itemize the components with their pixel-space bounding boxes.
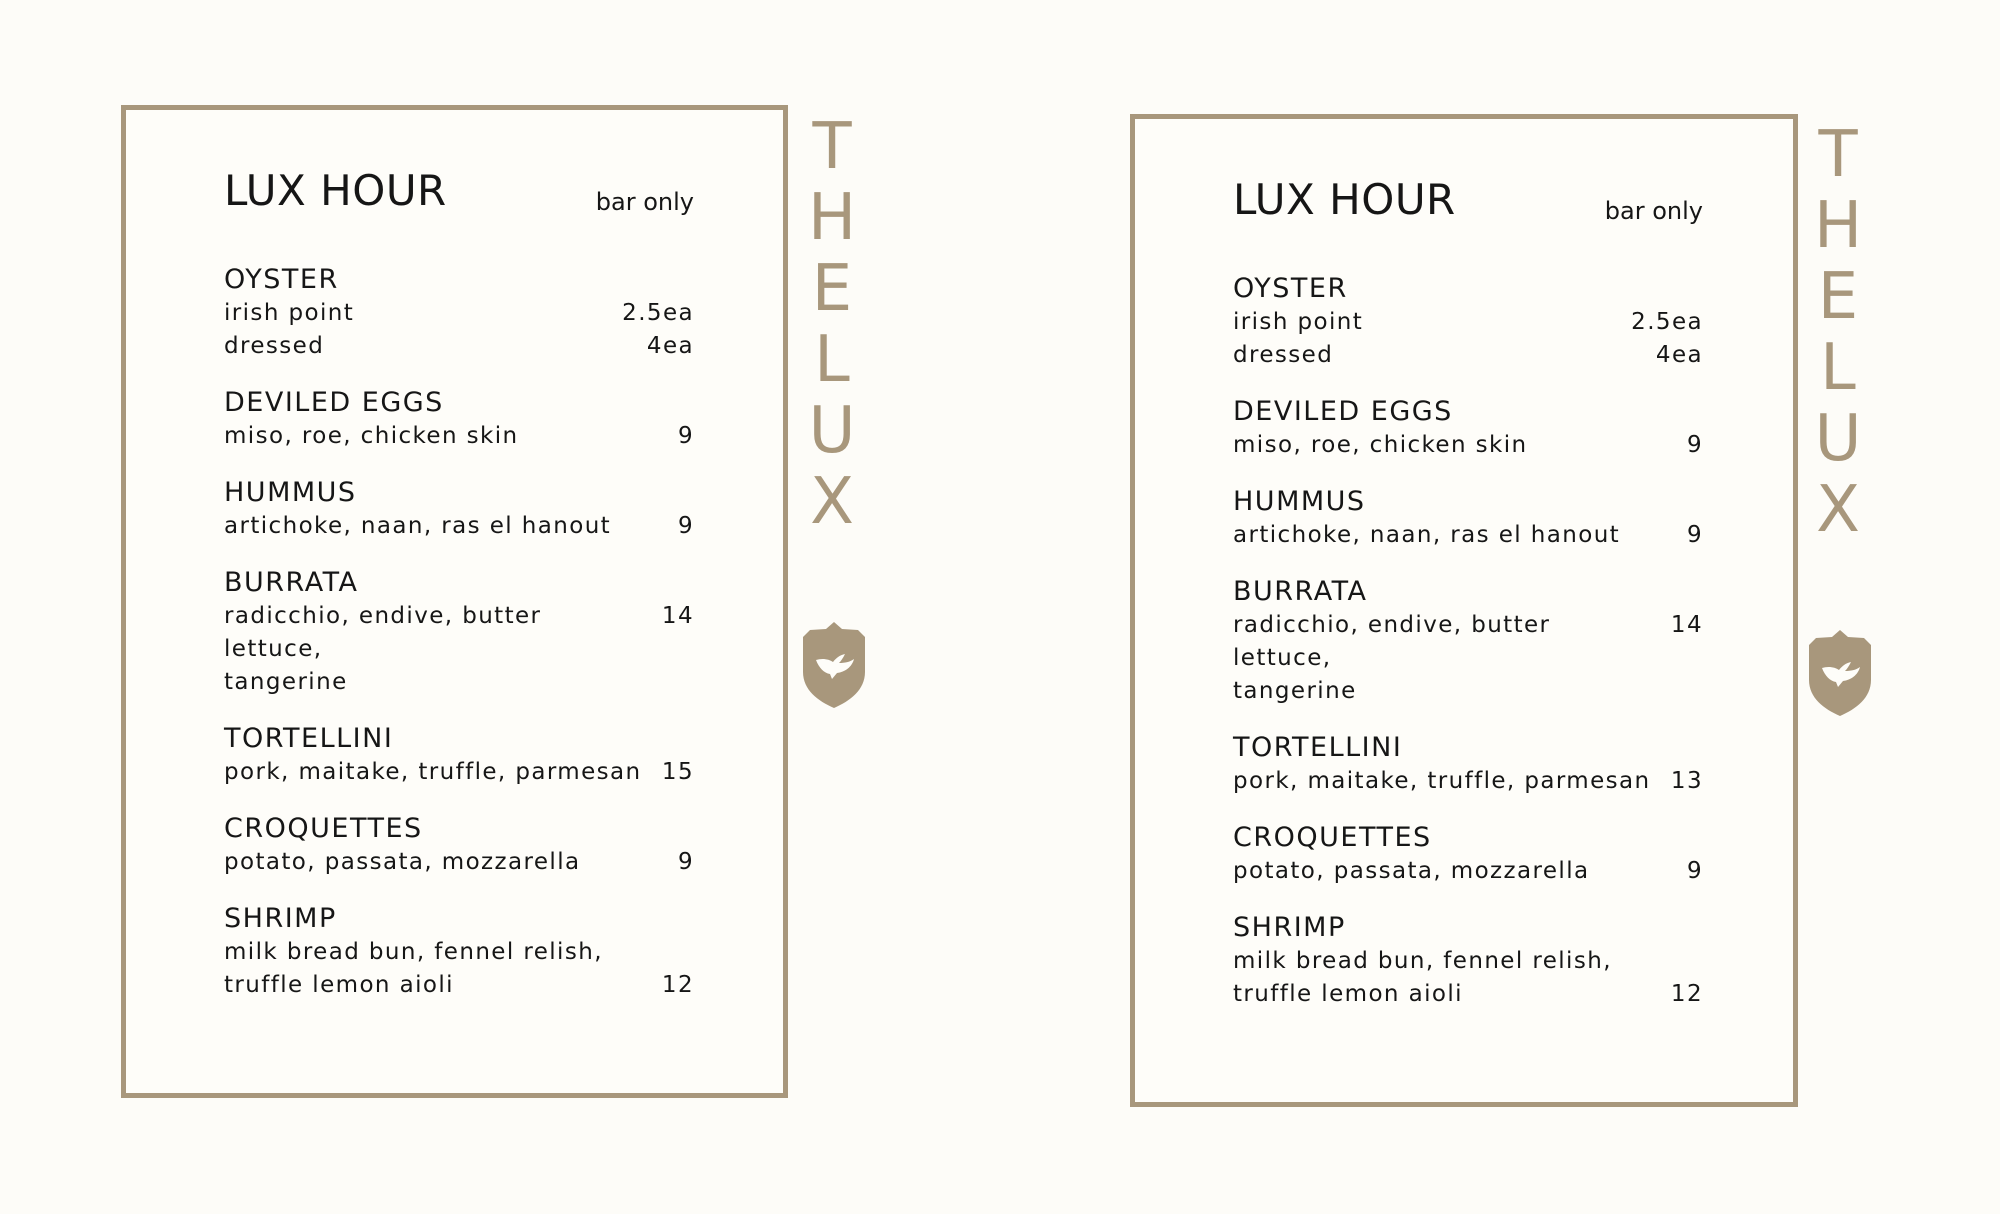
item-price: 2.5ea: [622, 300, 694, 326]
item-description: pork, maitake, truffle, parmesan: [224, 759, 642, 785]
item-price: 9: [677, 423, 694, 449]
item-name: HUMMUS: [1233, 486, 1366, 517]
item-name: TORTELLINI: [224, 723, 394, 754]
item-description: [224, 936, 603, 1002]
item-price: 12: [661, 972, 694, 998]
item-name: BURRATA: [1233, 576, 1368, 607]
item-description: potato, passata, mozzarella: [224, 849, 581, 875]
item-row: [224, 330, 694, 363]
description-line: truffle lemon aioli: [224, 972, 454, 998]
brand-letter: L: [814, 323, 850, 397]
brand-letter: L: [1820, 331, 1856, 405]
item-name: HUMMUS: [224, 477, 357, 508]
item-price: 14: [661, 603, 694, 629]
item-description: [1233, 609, 1628, 708]
brand-wordmark: [802, 112, 862, 708]
brand-letter: X: [810, 465, 854, 539]
item-row: [1233, 945, 1703, 1011]
item-description: artichoke, naan, ras el hanout: [224, 513, 612, 539]
brand-letter: U: [808, 394, 856, 468]
item-price: 4ea: [646, 333, 694, 359]
description-line: tangerine: [224, 669, 348, 695]
menu-card: [121, 105, 788, 1098]
item-row: [1233, 609, 1703, 708]
item-name: DEVILED EGGS: [1233, 396, 1453, 427]
description-line: milk bread bun, fennel relish,: [224, 939, 603, 965]
menu-item-oyster: [224, 264, 694, 363]
menu-title: LUX HOUR: [1233, 175, 1456, 224]
menu-item-burrata: [224, 567, 694, 699]
item-row: [224, 600, 694, 699]
item-description: dressed: [1233, 342, 1334, 368]
item-row: [1233, 519, 1703, 552]
item-price: 9: [1686, 858, 1703, 884]
menu-note: bar only: [595, 188, 694, 216]
menu-content: [1233, 175, 1703, 1035]
bird-shield-icon: [1808, 630, 1872, 716]
item-name: CROQUETTES: [224, 813, 423, 844]
menu-item-croquettes: [1233, 822, 1703, 888]
description-line: radicchio, endive, butter lettuce,: [224, 603, 542, 662]
item-price: 4ea: [1655, 342, 1703, 368]
item-description: [1233, 945, 1612, 1011]
item-price: 12: [1670, 981, 1703, 1007]
menu-card: [1130, 114, 1798, 1107]
item-description: irish point: [224, 300, 355, 326]
item-name: SHRIMP: [1233, 912, 1346, 943]
item-row: [1233, 306, 1703, 339]
menu-item-oyster: [1233, 273, 1703, 372]
item-description: miso, roe, chicken skin: [224, 423, 519, 449]
brand-letter: E: [811, 252, 853, 326]
item-row: [224, 756, 694, 789]
item-row: [224, 510, 694, 543]
item-price: 13: [1670, 768, 1703, 794]
item-price: 9: [1686, 432, 1703, 458]
menu-item-croquettes: [224, 813, 694, 879]
item-description: artichoke, naan, ras el hanout: [1233, 522, 1621, 548]
item-description: pork, maitake, truffle, parmesan: [1233, 768, 1651, 794]
menu-item-hummus: [224, 477, 694, 543]
brand-letter: T: [1818, 118, 1858, 192]
item-row: [1233, 765, 1703, 798]
item-row: [224, 420, 694, 453]
menu-item-hummus: [1233, 486, 1703, 552]
item-row: [224, 297, 694, 330]
description-line: milk bread bun, fennel relish,: [1233, 948, 1612, 974]
item-price: 9: [677, 513, 694, 539]
item-name: OYSTER: [224, 264, 339, 295]
description-line: truffle lemon aioli: [1233, 981, 1463, 1007]
menu-header: [1233, 175, 1703, 237]
item-row: [224, 936, 694, 1002]
brand-wordmark: [1808, 120, 1868, 716]
brand-letter: H: [807, 181, 857, 255]
menu-item-shrimp: [1233, 912, 1703, 1011]
item-name: CROQUETTES: [1233, 822, 1432, 853]
item-description: potato, passata, mozzarella: [1233, 858, 1590, 884]
menu-item-tortellini: [1233, 732, 1703, 798]
brand-letter: T: [812, 110, 852, 184]
menu-item-deviled-eggs: [1233, 396, 1703, 462]
item-name: SHRIMP: [224, 903, 337, 934]
description-line: radicchio, endive, butter lettuce,: [1233, 612, 1551, 671]
item-description: irish point: [1233, 309, 1364, 335]
brand-letter: U: [1814, 402, 1862, 476]
bird-shield-icon: [802, 622, 866, 708]
item-row: [224, 846, 694, 879]
item-row: [1233, 429, 1703, 462]
menu-item-deviled-eggs: [224, 387, 694, 453]
menu-title: LUX HOUR: [224, 166, 447, 215]
item-price: 14: [1670, 612, 1703, 638]
item-description: miso, roe, chicken skin: [1233, 432, 1528, 458]
item-row: [1233, 339, 1703, 372]
menu-note: bar only: [1604, 197, 1703, 225]
item-price: 2.5ea: [1631, 309, 1703, 335]
brand-letter: H: [1813, 189, 1863, 263]
item-name: DEVILED EGGS: [224, 387, 444, 418]
item-row: [1233, 855, 1703, 888]
menu-item-burrata: [1233, 576, 1703, 708]
item-name: BURRATA: [224, 567, 359, 598]
menu-content: [224, 166, 694, 1026]
item-name: TORTELLINI: [1233, 732, 1403, 763]
item-price: 9: [677, 849, 694, 875]
item-description: dressed: [224, 333, 325, 359]
brand-letter: E: [1817, 260, 1859, 334]
menu-item-shrimp: [224, 903, 694, 1002]
description-line: tangerine: [1233, 678, 1357, 704]
menu-item-tortellini: [224, 723, 694, 789]
item-description: [224, 600, 619, 699]
brand-letter: X: [1816, 473, 1860, 547]
item-price: 15: [661, 759, 694, 785]
item-price: 9: [1686, 522, 1703, 548]
item-name: OYSTER: [1233, 273, 1348, 304]
menu-header: [224, 166, 694, 228]
